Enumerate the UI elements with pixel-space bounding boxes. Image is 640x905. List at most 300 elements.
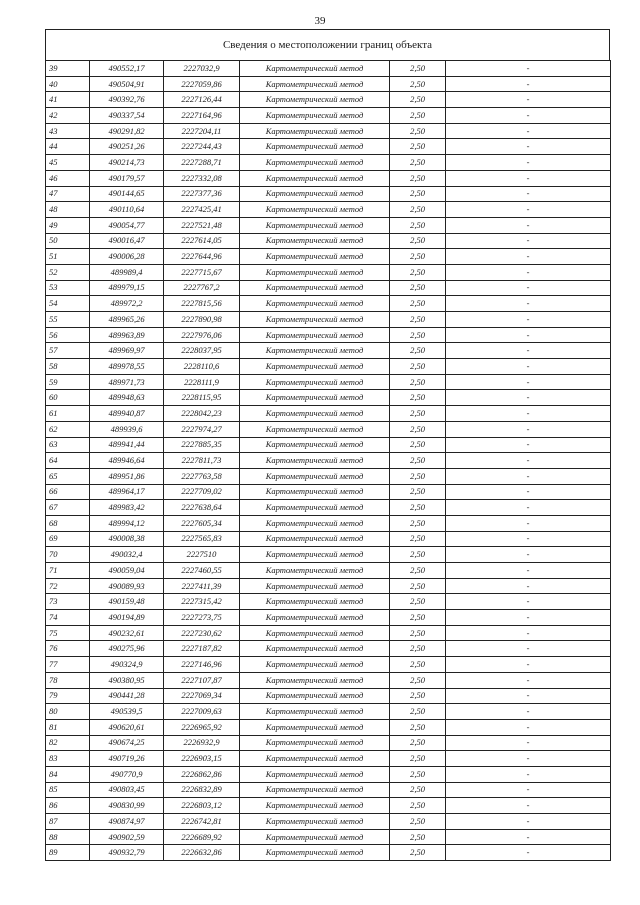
method-cell: Картометрический метод xyxy=(240,108,390,124)
method-cell: Картометрический метод xyxy=(240,453,390,469)
x-coordinate-cell: 490159,48 xyxy=(90,594,164,610)
x-coordinate-cell: 490441,28 xyxy=(90,688,164,704)
table-row xyxy=(46,123,611,139)
y-coordinate-cell: 2228110,6 xyxy=(164,359,240,375)
table-row xyxy=(46,374,611,390)
y-coordinate-cell: 2226965,92 xyxy=(164,719,240,735)
point-number-cell: 87 xyxy=(46,814,90,830)
table-row xyxy=(46,359,611,375)
y-coordinate-cell: 2227332,08 xyxy=(164,170,240,186)
note-cell: - xyxy=(446,625,611,641)
note-cell: - xyxy=(446,374,611,390)
y-coordinate-cell: 2227815,56 xyxy=(164,296,240,312)
x-coordinate-cell: 490110,64 xyxy=(90,202,164,218)
method-cell: Картометрический метод xyxy=(240,672,390,688)
point-number-cell: 58 xyxy=(46,359,90,375)
table-row xyxy=(46,296,611,312)
note-cell: - xyxy=(446,453,611,469)
x-coordinate-cell: 490620,61 xyxy=(90,719,164,735)
accuracy-cell: 2,50 xyxy=(390,814,446,830)
x-coordinate-cell: 490179,57 xyxy=(90,170,164,186)
accuracy-cell: 2,50 xyxy=(390,92,446,108)
accuracy-cell: 2,50 xyxy=(390,343,446,359)
note-cell: - xyxy=(446,390,611,406)
accuracy-cell: 2,50 xyxy=(390,563,446,579)
point-number-cell: 69 xyxy=(46,531,90,547)
note-cell: - xyxy=(446,657,611,673)
y-coordinate-cell: 2227204,11 xyxy=(164,123,240,139)
table-row xyxy=(46,798,611,814)
note-cell: - xyxy=(446,186,611,202)
point-number-cell: 53 xyxy=(46,280,90,296)
method-cell: Картометрический метод xyxy=(240,845,390,861)
point-number-cell: 40 xyxy=(46,76,90,92)
y-coordinate-cell: 2227164,96 xyxy=(164,108,240,124)
x-coordinate-cell: 490054,77 xyxy=(90,217,164,233)
x-coordinate-cell: 490275,96 xyxy=(90,641,164,657)
method-cell: Картометрический метод xyxy=(240,61,390,77)
table-row xyxy=(46,327,611,343)
note-cell: - xyxy=(446,798,611,814)
table-row xyxy=(46,657,611,673)
point-number-cell: 67 xyxy=(46,500,90,516)
y-coordinate-cell: 2227709,02 xyxy=(164,484,240,500)
table-row xyxy=(46,735,611,751)
note-cell: - xyxy=(446,500,611,516)
method-cell: Картометрический метод xyxy=(240,92,390,108)
y-coordinate-cell: 2228042,23 xyxy=(164,406,240,422)
table-row xyxy=(46,468,611,484)
point-number-cell: 59 xyxy=(46,374,90,390)
point-number-cell: 65 xyxy=(46,468,90,484)
note-cell: - xyxy=(446,704,611,720)
y-coordinate-cell: 2227288,71 xyxy=(164,155,240,171)
x-coordinate-cell: 489965,26 xyxy=(90,312,164,328)
table-row xyxy=(46,202,611,218)
y-coordinate-cell: 2227638,64 xyxy=(164,500,240,516)
point-number-cell: 83 xyxy=(46,751,90,767)
table-row xyxy=(46,108,611,124)
table-row xyxy=(46,829,611,845)
point-number-cell: 80 xyxy=(46,704,90,720)
y-coordinate-cell: 2227032,9 xyxy=(164,61,240,77)
x-coordinate-cell: 490932,79 xyxy=(90,845,164,861)
point-number-cell: 68 xyxy=(46,515,90,531)
method-cell: Картометрический метод xyxy=(240,343,390,359)
x-coordinate-cell: 490674,25 xyxy=(90,735,164,751)
y-coordinate-cell: 2227974,27 xyxy=(164,421,240,437)
coordinates-table-body xyxy=(46,61,611,861)
accuracy-cell: 2,50 xyxy=(390,704,446,720)
accuracy-cell: 2,50 xyxy=(390,217,446,233)
point-number-cell: 39 xyxy=(46,61,90,77)
y-coordinate-cell: 2227187,82 xyxy=(164,641,240,657)
accuracy-cell: 2,50 xyxy=(390,453,446,469)
point-number-cell: 52 xyxy=(46,264,90,280)
page-number: 39 xyxy=(314,15,326,27)
method-cell: Картометрический метод xyxy=(240,704,390,720)
x-coordinate-cell: 490232,61 xyxy=(90,625,164,641)
x-coordinate-cell: 490770,9 xyxy=(90,766,164,782)
table-row xyxy=(46,594,611,610)
y-coordinate-cell: 2227009,63 xyxy=(164,704,240,720)
method-cell: Картометрический метод xyxy=(240,500,390,516)
point-number-cell: 89 xyxy=(46,845,90,861)
point-number-cell: 72 xyxy=(46,578,90,594)
note-cell: - xyxy=(446,312,611,328)
method-cell: Картометрический метод xyxy=(240,406,390,422)
note-cell: - xyxy=(446,202,611,218)
point-number-cell: 88 xyxy=(46,829,90,845)
accuracy-cell: 2,50 xyxy=(390,123,446,139)
x-coordinate-cell: 489964,17 xyxy=(90,484,164,500)
y-coordinate-cell: 2227315,42 xyxy=(164,594,240,610)
accuracy-cell: 2,50 xyxy=(390,468,446,484)
method-cell: Картометрический метод xyxy=(240,327,390,343)
method-cell: Картометрический метод xyxy=(240,814,390,830)
accuracy-cell: 2,50 xyxy=(390,359,446,375)
point-number-cell: 51 xyxy=(46,249,90,265)
method-cell: Картометрический метод xyxy=(240,76,390,92)
note-cell: - xyxy=(446,327,611,343)
accuracy-cell: 2,50 xyxy=(390,751,446,767)
point-number-cell: 47 xyxy=(46,186,90,202)
y-coordinate-cell: 2227377,36 xyxy=(164,186,240,202)
x-coordinate-cell: 490059,04 xyxy=(90,563,164,579)
y-coordinate-cell: 2226742,81 xyxy=(164,814,240,830)
table-row xyxy=(46,264,611,280)
y-coordinate-cell: 2226832,89 xyxy=(164,782,240,798)
note-cell: - xyxy=(446,296,611,312)
x-coordinate-cell: 490552,17 xyxy=(90,61,164,77)
method-cell: Картометрический метод xyxy=(240,217,390,233)
method-cell: Картометрический метод xyxy=(240,782,390,798)
x-coordinate-cell: 489994,12 xyxy=(90,515,164,531)
x-coordinate-cell: 490380,95 xyxy=(90,672,164,688)
method-cell: Картометрический метод xyxy=(240,578,390,594)
y-coordinate-cell: 2227890,98 xyxy=(164,312,240,328)
method-cell: Картометрический метод xyxy=(240,625,390,641)
point-number-cell: 73 xyxy=(46,594,90,610)
y-coordinate-cell: 2227614,05 xyxy=(164,233,240,249)
x-coordinate-cell: 489978,55 xyxy=(90,359,164,375)
point-number-cell: 77 xyxy=(46,657,90,673)
accuracy-cell: 2,50 xyxy=(390,515,446,531)
table-row xyxy=(46,406,611,422)
table-row xyxy=(46,500,611,516)
method-cell: Картометрический метод xyxy=(240,139,390,155)
table-row xyxy=(46,515,611,531)
accuracy-cell: 2,50 xyxy=(390,625,446,641)
method-cell: Картометрический метод xyxy=(240,798,390,814)
note-cell: - xyxy=(446,139,611,155)
table-row xyxy=(46,766,611,782)
note-cell: - xyxy=(446,170,611,186)
note-cell: - xyxy=(446,123,611,139)
point-number-cell: 79 xyxy=(46,688,90,704)
point-number-cell: 81 xyxy=(46,719,90,735)
note-cell: - xyxy=(446,719,611,735)
x-coordinate-cell: 490194,89 xyxy=(90,610,164,626)
x-coordinate-cell: 489946,64 xyxy=(90,453,164,469)
y-coordinate-cell: 2227273,75 xyxy=(164,610,240,626)
table-row xyxy=(46,233,611,249)
x-coordinate-cell: 490874,97 xyxy=(90,814,164,830)
method-cell: Картометрический метод xyxy=(240,155,390,171)
note-cell: - xyxy=(446,484,611,500)
method-cell: Картометрический метод xyxy=(240,186,390,202)
y-coordinate-cell: 2227767,2 xyxy=(164,280,240,296)
x-coordinate-cell: 489939,6 xyxy=(90,421,164,437)
accuracy-cell: 2,50 xyxy=(390,798,446,814)
method-cell: Картометрический метод xyxy=(240,829,390,845)
accuracy-cell: 2,50 xyxy=(390,500,446,516)
point-number-cell: 70 xyxy=(46,547,90,563)
table-row xyxy=(46,672,611,688)
method-cell: Картометрический метод xyxy=(240,751,390,767)
y-coordinate-cell: 2228115,95 xyxy=(164,390,240,406)
x-coordinate-cell: 489963,89 xyxy=(90,327,164,343)
x-coordinate-cell: 490830,99 xyxy=(90,798,164,814)
note-cell: - xyxy=(446,406,611,422)
point-number-cell: 43 xyxy=(46,123,90,139)
table-row xyxy=(46,751,611,767)
y-coordinate-cell: 2227411,39 xyxy=(164,578,240,594)
point-number-cell: 44 xyxy=(46,139,90,155)
accuracy-cell: 2,50 xyxy=(390,547,446,563)
note-cell: - xyxy=(446,155,611,171)
x-coordinate-cell: 490006,28 xyxy=(90,249,164,265)
accuracy-cell: 2,50 xyxy=(390,202,446,218)
accuracy-cell: 2,50 xyxy=(390,61,446,77)
y-coordinate-cell: 2228111,9 xyxy=(164,374,240,390)
point-number-cell: 82 xyxy=(46,735,90,751)
note-cell: - xyxy=(446,421,611,437)
table-row xyxy=(46,217,611,233)
coordinates-sheet xyxy=(45,29,610,861)
table-row xyxy=(46,625,611,641)
note-cell: - xyxy=(446,359,611,375)
y-coordinate-cell: 2226689,92 xyxy=(164,829,240,845)
accuracy-cell: 2,50 xyxy=(390,108,446,124)
x-coordinate-cell: 489940,87 xyxy=(90,406,164,422)
note-cell: - xyxy=(446,76,611,92)
y-coordinate-cell: 2226932,9 xyxy=(164,735,240,751)
x-coordinate-cell: 490803,45 xyxy=(90,782,164,798)
accuracy-cell: 2,50 xyxy=(390,327,446,343)
note-cell: - xyxy=(446,688,611,704)
accuracy-cell: 2,50 xyxy=(390,657,446,673)
method-cell: Картометрический метод xyxy=(240,280,390,296)
point-number-cell: 60 xyxy=(46,390,90,406)
table-row xyxy=(46,249,611,265)
note-cell: - xyxy=(446,343,611,359)
y-coordinate-cell: 2228037,95 xyxy=(164,343,240,359)
note-cell: - xyxy=(446,468,611,484)
accuracy-cell: 2,50 xyxy=(390,766,446,782)
method-cell: Картометрический метод xyxy=(240,264,390,280)
x-coordinate-cell: 489969,97 xyxy=(90,343,164,359)
note-cell: - xyxy=(446,108,611,124)
point-number-cell: 76 xyxy=(46,641,90,657)
table-row xyxy=(46,782,611,798)
note-cell: - xyxy=(446,547,611,563)
x-coordinate-cell: 489948,63 xyxy=(90,390,164,406)
accuracy-cell: 2,50 xyxy=(390,280,446,296)
table-row xyxy=(46,76,611,92)
note-cell: - xyxy=(446,531,611,547)
accuracy-cell: 2,50 xyxy=(390,76,446,92)
method-cell: Картометрический метод xyxy=(240,359,390,375)
y-coordinate-cell: 2227605,34 xyxy=(164,515,240,531)
point-number-cell: 85 xyxy=(46,782,90,798)
point-number-cell: 86 xyxy=(46,798,90,814)
method-cell: Картометрический метод xyxy=(240,719,390,735)
note-cell: - xyxy=(446,217,611,233)
note-cell: - xyxy=(446,814,611,830)
x-coordinate-cell: 489972,2 xyxy=(90,296,164,312)
method-cell: Картометрический метод xyxy=(240,233,390,249)
point-number-cell: 45 xyxy=(46,155,90,171)
accuracy-cell: 2,50 xyxy=(390,374,446,390)
table-row xyxy=(46,814,611,830)
y-coordinate-cell: 2227069,34 xyxy=(164,688,240,704)
y-coordinate-cell: 2226632,86 xyxy=(164,845,240,861)
x-coordinate-cell: 490902,59 xyxy=(90,829,164,845)
table-row xyxy=(46,61,611,77)
note-cell: - xyxy=(446,735,611,751)
note-cell: - xyxy=(446,672,611,688)
accuracy-cell: 2,50 xyxy=(390,421,446,437)
accuracy-cell: 2,50 xyxy=(390,155,446,171)
y-coordinate-cell: 2227107,87 xyxy=(164,672,240,688)
note-cell: - xyxy=(446,264,611,280)
accuracy-cell: 2,50 xyxy=(390,233,446,249)
y-coordinate-cell: 2227763,58 xyxy=(164,468,240,484)
point-number-cell: 50 xyxy=(46,233,90,249)
method-cell: Картометрический метод xyxy=(240,735,390,751)
method-cell: Картометрический метод xyxy=(240,610,390,626)
table-row xyxy=(46,421,611,437)
accuracy-cell: 2,50 xyxy=(390,186,446,202)
point-number-cell: 49 xyxy=(46,217,90,233)
y-coordinate-cell: 2227644,96 xyxy=(164,249,240,265)
note-cell: - xyxy=(446,92,611,108)
table-row xyxy=(46,390,611,406)
point-number-cell: 42 xyxy=(46,108,90,124)
y-coordinate-cell: 2227565,83 xyxy=(164,531,240,547)
point-number-cell: 46 xyxy=(46,170,90,186)
accuracy-cell: 2,50 xyxy=(390,672,446,688)
accuracy-cell: 2,50 xyxy=(390,296,446,312)
note-cell: - xyxy=(446,437,611,453)
point-number-cell: 61 xyxy=(46,406,90,422)
accuracy-cell: 2,50 xyxy=(390,390,446,406)
x-coordinate-cell: 489941,44 xyxy=(90,437,164,453)
accuracy-cell: 2,50 xyxy=(390,578,446,594)
x-coordinate-cell: 490089,93 xyxy=(90,578,164,594)
point-number-cell: 54 xyxy=(46,296,90,312)
point-number-cell: 41 xyxy=(46,92,90,108)
table-row xyxy=(46,610,611,626)
y-coordinate-cell: 2227230,62 xyxy=(164,625,240,641)
table-row xyxy=(46,437,611,453)
point-number-cell: 55 xyxy=(46,312,90,328)
accuracy-cell: 2,50 xyxy=(390,312,446,328)
accuracy-cell: 2,50 xyxy=(390,782,446,798)
x-coordinate-cell: 490214,73 xyxy=(90,155,164,171)
point-number-cell: 78 xyxy=(46,672,90,688)
accuracy-cell: 2,50 xyxy=(390,719,446,735)
method-cell: Картометрический метод xyxy=(240,390,390,406)
point-number-cell: 66 xyxy=(46,484,90,500)
y-coordinate-cell: 2227715,67 xyxy=(164,264,240,280)
x-coordinate-cell: 490337,54 xyxy=(90,108,164,124)
accuracy-cell: 2,50 xyxy=(390,735,446,751)
y-coordinate-cell: 2226862,86 xyxy=(164,766,240,782)
y-coordinate-cell: 2227510 xyxy=(164,547,240,563)
method-cell: Картометрический метод xyxy=(240,468,390,484)
method-cell: Картометрический метод xyxy=(240,249,390,265)
point-number-cell: 84 xyxy=(46,766,90,782)
table-row xyxy=(46,139,611,155)
point-number-cell: 57 xyxy=(46,343,90,359)
coordinates-table xyxy=(45,60,611,861)
table-row xyxy=(46,186,611,202)
table-row xyxy=(46,312,611,328)
table-row xyxy=(46,719,611,735)
x-coordinate-cell: 489983,42 xyxy=(90,500,164,516)
x-coordinate-cell: 489971,73 xyxy=(90,374,164,390)
table-row xyxy=(46,453,611,469)
method-cell: Картометрический метод xyxy=(240,437,390,453)
method-cell: Картометрический метод xyxy=(240,531,390,547)
note-cell: - xyxy=(446,829,611,845)
table-row xyxy=(46,704,611,720)
table-row xyxy=(46,688,611,704)
y-coordinate-cell: 2226903,15 xyxy=(164,751,240,767)
accuracy-cell: 2,50 xyxy=(390,688,446,704)
point-number-cell: 74 xyxy=(46,610,90,626)
method-cell: Картометрический метод xyxy=(240,688,390,704)
method-cell: Картометрический метод xyxy=(240,657,390,673)
method-cell: Картометрический метод xyxy=(240,170,390,186)
method-cell: Картометрический метод xyxy=(240,123,390,139)
accuracy-cell: 2,50 xyxy=(390,829,446,845)
y-coordinate-cell: 2227521,48 xyxy=(164,217,240,233)
accuracy-cell: 2,50 xyxy=(390,437,446,453)
y-coordinate-cell: 2226803,12 xyxy=(164,798,240,814)
x-coordinate-cell: 490539,5 xyxy=(90,704,164,720)
table-row xyxy=(46,845,611,861)
y-coordinate-cell: 2227425,41 xyxy=(164,202,240,218)
y-coordinate-cell: 2227885,35 xyxy=(164,437,240,453)
x-coordinate-cell: 490392,76 xyxy=(90,92,164,108)
y-coordinate-cell: 2227976,06 xyxy=(164,327,240,343)
y-coordinate-cell: 2227244,43 xyxy=(164,139,240,155)
point-number-cell: 71 xyxy=(46,563,90,579)
y-coordinate-cell: 2227126,44 xyxy=(164,92,240,108)
x-coordinate-cell: 489979,15 xyxy=(90,280,164,296)
accuracy-cell: 2,50 xyxy=(390,641,446,657)
accuracy-cell: 2,50 xyxy=(390,264,446,280)
y-coordinate-cell: 2227460,55 xyxy=(164,563,240,579)
note-cell: - xyxy=(446,594,611,610)
note-cell: - xyxy=(446,563,611,579)
accuracy-cell: 2,50 xyxy=(390,594,446,610)
point-number-cell: 56 xyxy=(46,327,90,343)
table-row xyxy=(46,547,611,563)
